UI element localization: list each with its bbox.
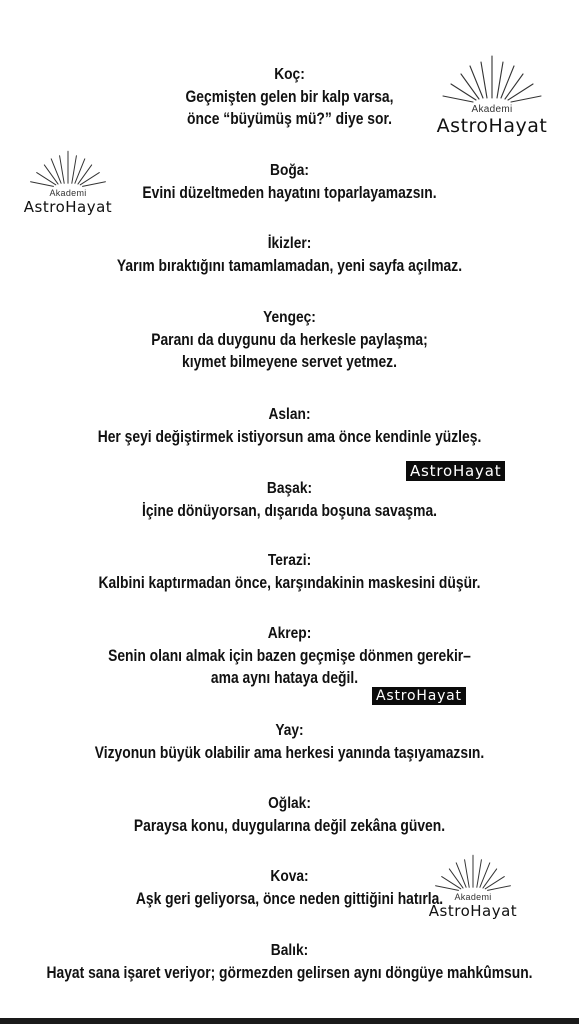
sign-text: Paraysa konu, duygularına değil zekâna güven.	[133, 817, 446, 835]
logo-brand-text: AstroHayat	[436, 115, 548, 137]
sign-title: Kova:	[270, 868, 309, 885]
sign-block-aslan	[0, 404, 579, 448]
astrohayat-logo	[418, 852, 528, 920]
sign-title: Aslan:	[268, 406, 311, 423]
sign-block-basak	[0, 478, 579, 522]
sunburst-icon	[431, 852, 515, 892]
sign-text: kıymet bilmeyene servet yetmez.	[182, 353, 397, 371]
astrohayat-logo	[422, 52, 562, 137]
sign-title: Başak:	[266, 480, 313, 497]
sign-title: Boğa:	[270, 162, 309, 179]
sign-block-oglak	[0, 793, 579, 837]
sign-title: Koç:	[274, 66, 305, 83]
sign-text: Aşk geri geliyorsa, önce neden gittiğini hatırla.	[135, 890, 444, 908]
sign-block-ikizler	[0, 233, 579, 277]
sign-text: ama aynı hataya değil.	[210, 669, 359, 687]
sign-block-yay	[0, 720, 579, 764]
logo-brand-text: AstroHayat	[428, 902, 518, 920]
logo-brand-text: AstroHayat	[23, 198, 113, 216]
sign-text: Yarım bıraktığını tamamlamadan, yeni sayfa açılmaz.	[116, 257, 463, 275]
sign-text: önce “büyümüş mü?” diye sor.	[187, 110, 392, 128]
logo-akademi-text: Akademi	[471, 104, 513, 115]
logo-akademi-text: Akademi	[454, 892, 492, 902]
sign-text: Evini düzeltmeden hayatını toparlayamazsın.	[142, 184, 437, 202]
sign-text: Senin olanı almak için bazen geçmişe dönmen gerekir–	[108, 647, 471, 665]
sunburst-icon	[437, 52, 547, 104]
sign-text: Geçmişten gelen bir kalp varsa,	[185, 88, 394, 106]
astrohayat-tag: AstroHayat	[406, 461, 505, 481]
sign-text: İçine dönüyorsan, dışarıda boşuna savaşma.	[141, 502, 438, 520]
sign-block-yengec	[0, 307, 579, 373]
sign-title: Balık:	[270, 942, 309, 959]
sign-title: Yay:	[275, 722, 304, 739]
sign-block-akrep	[0, 623, 579, 689]
sign-title: Terazi:	[267, 552, 312, 569]
sign-block-balik	[0, 940, 579, 984]
sign-title: Yengeç:	[263, 309, 316, 326]
sign-title: Oğlak:	[268, 795, 311, 812]
astrohayat-logo	[14, 148, 122, 216]
astrohayat-tag: AstroHayat	[372, 687, 466, 705]
sign-title: Akrep:	[267, 625, 312, 642]
sign-text: Her şeyi değiştirmek istiyorsun ama önce kendinle yüzleş.	[97, 428, 482, 446]
sunburst-icon	[26, 148, 110, 188]
bottom-bar	[0, 1018, 579, 1024]
sign-text: Paranı da duygunu da herkesle paylaşma;	[151, 331, 428, 349]
sign-text: Hayat sana işaret veriyor; görmezden gelirsen aynı döngüye mahkûmsun.	[46, 964, 533, 982]
logo-akademi-text: Akademi	[49, 188, 87, 198]
sign-block-terazi	[0, 550, 579, 594]
sign-title: İkizler:	[267, 235, 312, 252]
sign-text: Vizyonun büyük olabilir ama herkesi yanında taşıyamazsın.	[94, 744, 485, 762]
sign-text: Kalbini kaptırmadan önce, karşındakinin maskesini düşür.	[98, 574, 481, 592]
